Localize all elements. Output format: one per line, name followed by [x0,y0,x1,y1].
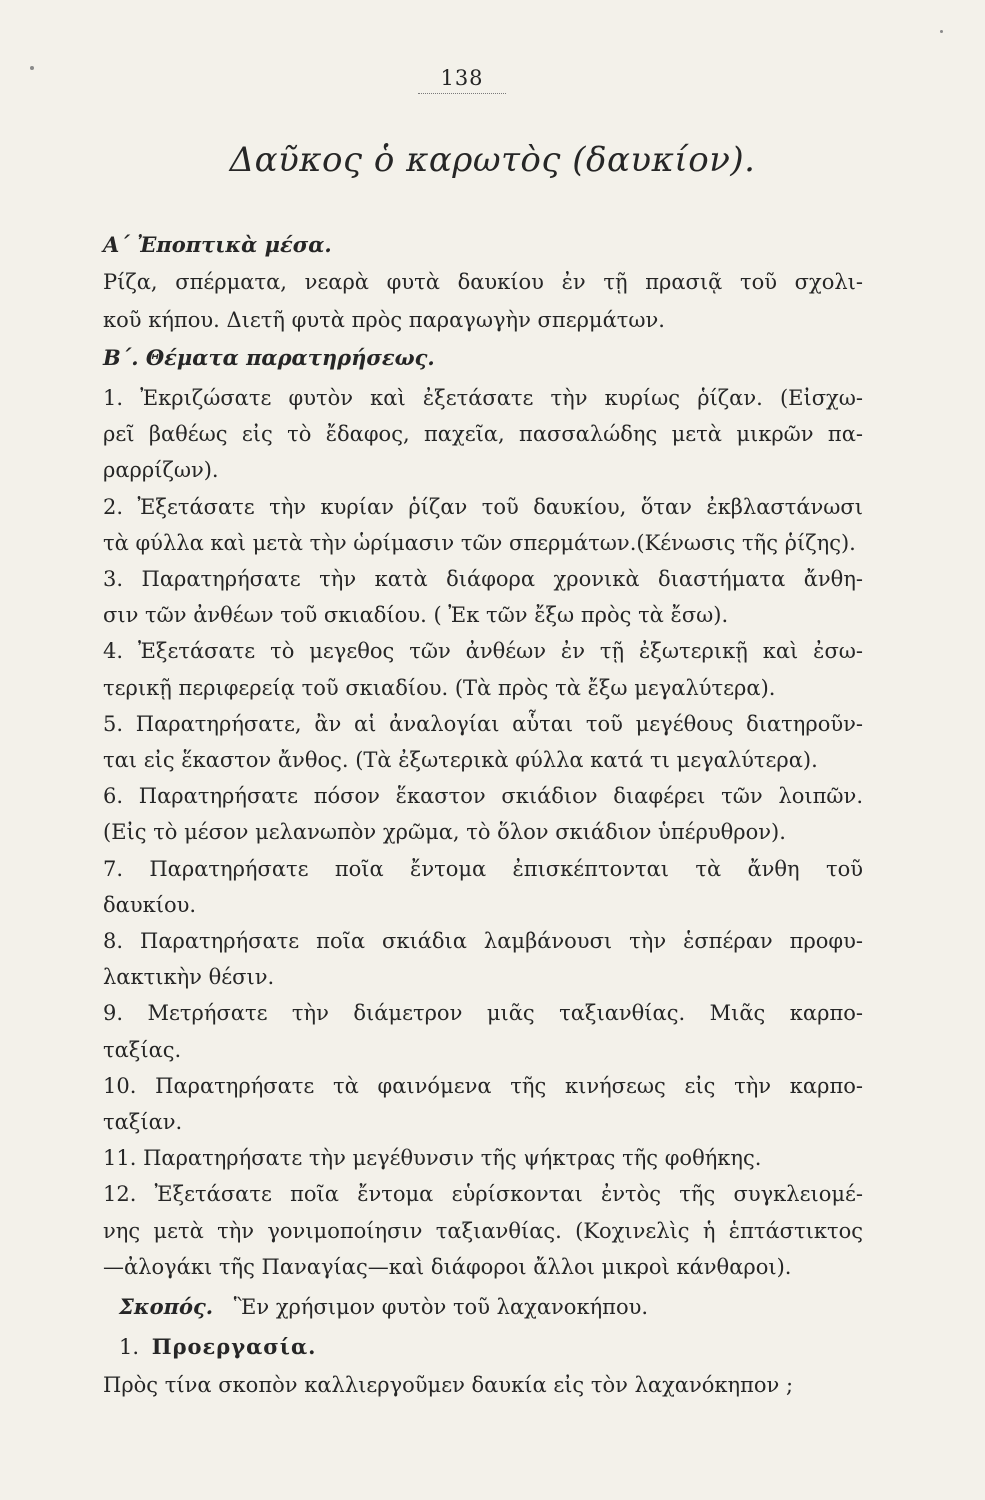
page-number: 138 [418,66,506,94]
paragraph-line: κοῦ κήπου. Διετῆ φυτὰ πρὸς παραγωγὴν σπερμάτων. [103,308,665,332]
paragraph-line: 7. Παρατηρήσατε ποῖα ἔντομα ἐπισκέπτονται τὰ ἄνθη τοῦ [103,857,863,881]
paragraph-line: Ρίζα, σπέρματα, νεαρὰ φυτὰ δαυκίου ἐν τῇ πρασιᾷ τοῦ σχολι- [103,270,863,294]
paragraph-line: 10. Παρατηρήσατε τὰ φαινόμενα τῆς κινήσεως εἰς τὴν καρπο- [103,1074,863,1098]
preparation-number: 1. [119,1335,140,1359]
paragraph-line: 6. Παρατηρήσατε πόσον ἕκαστον σκιάδιον διαφέρει τῶν λοιπῶν. [103,784,863,808]
paragraph-line: 11. Παρατηρήσατε τὴν μεγέθυνσιν τῆς ψήκτρας τῆς φοθήκης. [103,1146,762,1170]
paragraph-line: ται εἰς ἕκαστον ἄνθος. (Τὰ ἐξωτερικὰ φύλλα κατά τι μεγαλύτερα). [103,748,818,772]
aim-text: Ἓν χρήσιμον φυτὸν τοῦ λαχανοκήπου. [233,1295,649,1319]
aim-line [103,1290,863,1324]
paper-speck [30,66,34,70]
paragraph-line: τερικῇ περιφερείᾳ τοῦ σκιαδίου. (Τὰ πρὸς τὰ ἔξω μεγαλύτερα). [103,676,776,700]
paragraph-line: 2. Ἐξετάσατε τὴν κυρίαν ῥίζαν τοῦ δαυκίου, ὅταν ἐκβλαστάνωσι [103,495,863,519]
paragraph-line: 4. Ἐξετάσατε τὸ μεγεθος τῶν ἀνθέων ἐν τῇ ἐξωτερικῇ καὶ ἐσω- [103,639,863,663]
paragraph-line: λακτικὴν θέσιν. [103,965,275,989]
paragraph-line: ταξίαν. [103,1110,183,1134]
paper-speck [940,30,943,33]
paragraph-line: 5. Παρατηρήσατε, ἂν αἱ ἀναλογίαι αὗται τοῦ μεγέθους διατηροῦν- [103,712,863,736]
paragraph-line: ταξίας. [103,1038,182,1062]
paragraph-line: δαυκίου. [103,893,197,917]
paragraph-line: 9. Μετρήσατε τὴν διάμετρον μιᾶς ταξιανθίας. Μιᾶς καρπο- [103,1001,863,1025]
section-b-heading: Β΄. Θέματα παρατηρήσεως. [103,345,435,370]
paragraph-line: —ἀλογάκι τῆς Παναγίας—καὶ διάφοροι ἄλλοι μικροὶ κάνθαροι). [103,1255,792,1279]
paragraph-line: ραρρίζων). [103,458,219,482]
preparation-heading [103,1330,863,1364]
paragraph-line: 3. Παρατηρήσατε τὴν κατὰ διάφορα χρονικὰ διαστήματα ἄνθη- [103,567,863,591]
paragraph-line: τὰ φύλλα καὶ μετὰ τὴν ὡρίμασιν τῶν σπερμάτων.(Κένωσις τῆς ῥίζης). [103,531,856,555]
aim-label: Σκοπός. [119,1294,214,1319]
paragraph-line: (Εἰς τὸ μέσον μελανωπὸν χρῶμα, τὸ ὅλον σκιάδιον ὑπέρυθρον). [103,820,786,844]
preparation-question: Πρὸς τίνα σκοπὸν καλλιεργοῦμεν δαυκία εἰς τὸν λαχανόκηπον ; [103,1373,794,1397]
preparation-label: Προεργασία. [151,1334,317,1359]
paragraph-line: ρεῖ βαθέως εἰς τὸ ἔδαφος, παχεῖα, πασσαλώδης μετὰ μικρῶν πα- [103,422,863,446]
chapter-title: Δαῦκος ὁ καρωτὸς (δαυκίον). [229,140,756,180]
paragraph-line: 1. Ἐκριζώσατε φυτὸν καὶ ἐξετάσατε τὴν κυρίως ῥίζαν. (Εἰσχω- [103,386,863,410]
paragraph-line: νης μετὰ τὴν γονιμοποίησιν ταξιανθίας. (Κοχινελὶς ἡ ἑπτάστικτος [103,1219,863,1243]
paragraph-line: 8. Παρατηρήσατε ποῖα σκιάδια λαμβάνουσι τὴν ἑσπέραν προφυ- [103,929,863,953]
paragraph-line: 12. Ἐξετάσατε ποῖα ἔντομα εὑρίσκονται ἐντὸς τῆς συγκλειομέ- [103,1182,863,1206]
section-a-heading: Α΄ Ἐποπτικὰ μέσα. [103,232,332,257]
paragraph-line: σιν τῶν ἀνθέων τοῦ σκιαδίου. ( Ἐκ τῶν ἔξω πρὸς τὰ ἔσω). [103,603,729,627]
